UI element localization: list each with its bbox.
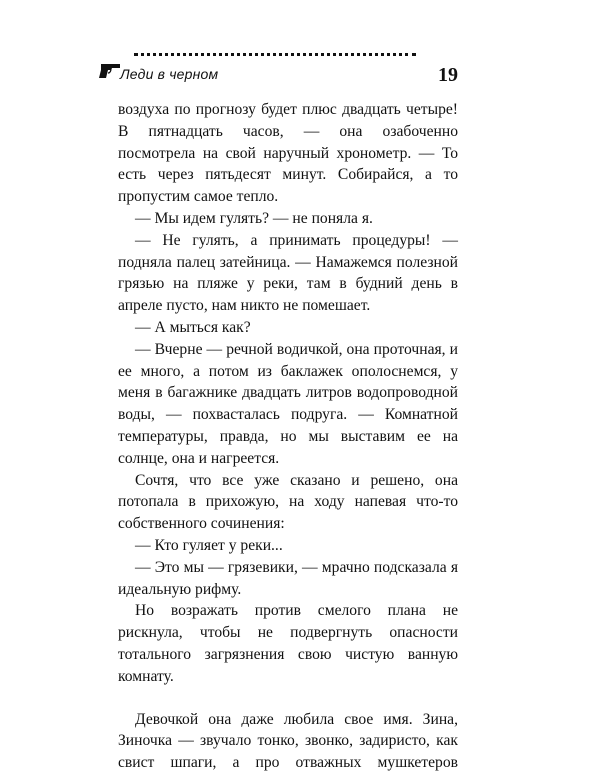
paragraph: — А мыться как?	[135, 318, 251, 336]
paragraph: — Мы идем гулять? — не поняла я.	[135, 209, 373, 227]
paragraph: Сочтя, что все уже сказано и решено, она потопала в прихожую, на ходу напевая что-то собственного сочинения:	[118, 471, 458, 533]
page-number: 19	[438, 64, 458, 86]
paragraph: — Кто гуляет у реки...	[135, 536, 283, 554]
paragraph: Но возражать против смелого плана не рискнула, чтобы не подвергнуть опасности тотального загрязнения свою чистую ванную комнату.	[118, 602, 458, 685]
paragraph: воздуха по прогнозу будет плюс двадцать четыре! В пятнадцать часов, — она озабоченно посмотрела на свой наручный хронометр. — То есть через пятьдесят минут. Собирайся, а то пропустим самое тепло.	[118, 101, 458, 206]
dotted-rule	[134, 53, 416, 56]
running-head	[98, 50, 458, 92]
paragraph: Девочкой она даже любила свое имя. Зина, Зиночка — звучало тонко, звонко, задиристо, как свист шпаги, а про отважных мушкетеров	[118, 710, 458, 772]
body-text	[118, 99, 458, 774]
paragraph: — Не гулять, а принимать процедуры! — подняла палец затейница. — Намажемся полезной грязью на пляже у реки, там в будний день в апреле пусто, нам никто не помешает.	[118, 231, 458, 315]
paragraph: — Вчерне — речной водичкой, она проточная, и ее много, а потом из баклажек ополоснемся, у меня в багажнике двадцать литров водопроводной воды, — похвасталась подруга. — Комнатной температуры, правда, но мы выставим ее на солнце, она и нагреется.	[118, 340, 458, 467]
paragraph: — Это мы — грязевики, — мрачно подсказала я идеальную рифму.	[118, 558, 458, 598]
running-head-title: Леди в черном	[120, 66, 219, 82]
